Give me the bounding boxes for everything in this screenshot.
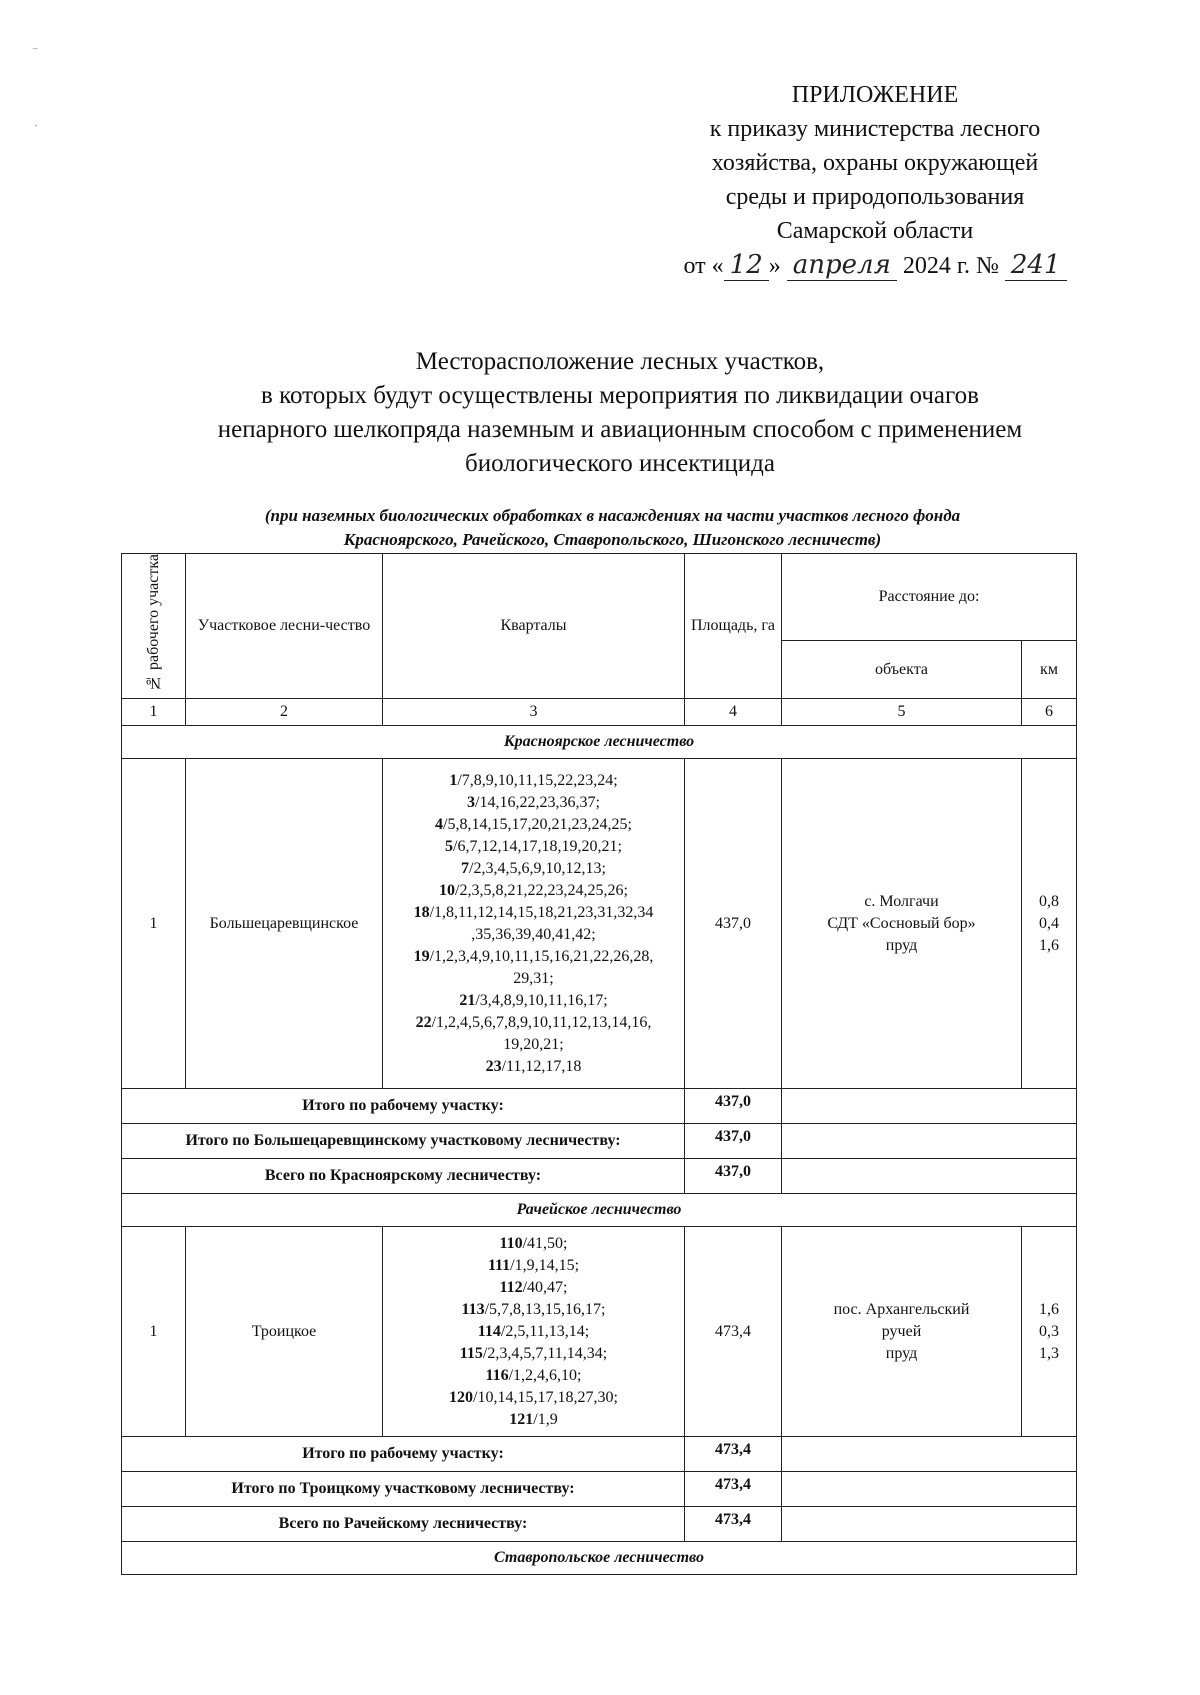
total-empty <box>782 1437 1077 1472</box>
date-prefix: от « <box>683 253 724 279</box>
col-number-6: 6 <box>1022 699 1077 726</box>
table-row <box>122 1227 1077 1437</box>
title-line-1: Месторасположение лесных участков, <box>415 348 825 375</box>
object-name: ручей <box>881 1322 922 1340</box>
header-km-label: км <box>1040 660 1058 678</box>
header-km <box>1022 641 1077 699</box>
object-name: пруд <box>885 936 918 954</box>
forestry-name: Троицкое <box>186 1227 383 1437</box>
date-mid: » <box>768 253 781 279</box>
total-empty <box>782 1507 1077 1542</box>
quarter-line: 121/1,9 <box>509 1410 558 1428</box>
scan-speck: · <box>34 118 38 132</box>
header-row-1 <box>122 554 1077 641</box>
quarter-line: 19/1,2,3,4,9,10,11,15,16,21,22,26,28, <box>413 947 654 965</box>
date-month-handwritten: апреля <box>787 250 897 281</box>
forestry-name: Большецаревщинское <box>186 759 383 1089</box>
header-quarters-label: Кварталы <box>500 617 567 634</box>
total-label: Итого по Большецаревщинскому участковому лесничеству: <box>122 1124 685 1159</box>
title-line-2: в которых будут осуществлены мероприятия по ликвидации очагов <box>261 382 979 409</box>
total-label: Всего по Красноярскому лесничеству: <box>122 1159 685 1194</box>
column-numbers-row <box>122 699 1077 726</box>
header-quarters <box>383 554 685 699</box>
section-name: Ставропольское лесничество <box>122 1542 1077 1575</box>
total-row-plot <box>122 1089 1077 1124</box>
total-row-forestry <box>122 1472 1077 1507</box>
quarter-line: 4/5,8,14,15,17,20,21,23,24,25; <box>435 815 632 833</box>
total-value: 437,0 <box>685 1089 782 1124</box>
quarter-line: 112/40,47; <box>499 1278 568 1296</box>
quarter-line: 110/41,50; <box>499 1234 568 1252</box>
header-forestry <box>186 554 383 699</box>
table-row <box>122 759 1077 1089</box>
forest-plots-table <box>121 553 1077 1575</box>
total-empty <box>782 1124 1077 1159</box>
header-area-label: Площадь, га <box>690 617 776 634</box>
appendix-line-2: хозяйства, охраны окружающей <box>711 150 1039 176</box>
header-plot-number <box>122 554 186 699</box>
plot-number: 1 <box>122 1227 186 1437</box>
section-row-stavropol <box>122 1542 1077 1575</box>
appendix-line-3: среды и природопользования <box>725 184 1025 210</box>
total-label: Итого по Троицкому участковому лесничеству: <box>122 1472 685 1507</box>
object-name: пруд <box>885 1344 918 1362</box>
km-cell <box>1022 759 1077 1089</box>
km-value: 0,3 <box>1039 1322 1059 1340</box>
document-title <box>140 345 1100 481</box>
total-empty <box>782 1159 1077 1194</box>
total-row-plot <box>122 1437 1077 1472</box>
total-label: Итого по рабочему участку: <box>122 1437 685 1472</box>
col-number-1: 1 <box>122 699 186 726</box>
order-number-handwritten: 241 <box>1005 250 1067 281</box>
col-number-3: 3 <box>383 699 685 726</box>
total-row-section <box>122 1159 1077 1194</box>
date-year: 2024 г. № <box>902 253 999 279</box>
total-row-section <box>122 1507 1077 1542</box>
quarter-line: 21/3,4,8,9,10,11,16,17; <box>459 991 608 1009</box>
section-name: Рачейское лесничество <box>122 1194 1077 1227</box>
quarter-line: 19,20,21; <box>503 1035 564 1053</box>
subtitle-line-2: Красноярского, Рачейского, Ставропольского, Шигонского лесничеств) <box>343 530 882 549</box>
object-name: СДТ «Сосновый бор» <box>827 914 976 932</box>
title-line-3: непарного шелкопряда наземным и авиационным способом с применением <box>217 416 1023 443</box>
col-number-2: 2 <box>186 699 383 726</box>
total-value: 473,4 <box>685 1437 782 1472</box>
quarter-line: 10/2,3,5,8,21,22,23,24,25,26; <box>439 881 628 899</box>
quarters-cell <box>383 759 685 1089</box>
total-row-forestry <box>122 1124 1077 1159</box>
header-distance <box>782 554 1077 641</box>
objects-cell <box>782 759 1022 1089</box>
quarter-line: 116/1,2,4,6,10; <box>485 1366 582 1384</box>
object-name: с. Молгачи <box>864 892 939 910</box>
scan-speck: ⁻ <box>32 44 39 58</box>
header-object-label: объекта <box>875 660 928 678</box>
title-line-4: биологического инсектицида <box>465 450 775 477</box>
order-date-line <box>640 248 1110 283</box>
plot-number: 1 <box>122 759 186 1089</box>
quarter-line: 120/10,14,15,17,18,27,30; <box>449 1388 618 1406</box>
km-value: 0,4 <box>1039 914 1059 932</box>
km-value: 1,6 <box>1039 936 1059 954</box>
header-area <box>685 554 782 699</box>
objects-cell <box>782 1227 1022 1437</box>
appendix-heading: ПРИЛОЖЕНИЕ <box>791 82 959 108</box>
total-empty <box>782 1089 1077 1124</box>
appendix-header <box>640 78 1110 283</box>
quarter-line: 23/11,12,17,18 <box>485 1057 582 1075</box>
header-object <box>782 641 1022 699</box>
area-value: 473,4 <box>685 1227 782 1437</box>
object-name: пос. Архангельский <box>833 1300 970 1318</box>
header-plot-number-label: № рабочего участка <box>144 554 162 692</box>
quarter-line: ,35,36,39,40,41,42; <box>471 925 596 943</box>
area-value: 437,0 <box>685 759 782 1089</box>
col-number-5: 5 <box>782 699 1022 726</box>
subtitle-line-1: (при наземных биологических обработках в насаждениях на части участков лесного фонда <box>264 506 961 525</box>
total-value: 437,0 <box>685 1124 782 1159</box>
total-value: 473,4 <box>685 1472 782 1507</box>
section-row-krasnoyarsk <box>122 726 1077 759</box>
quarter-line: 22/1,2,4,5,6,7,8,9,10,11,12,13,14,16, <box>415 1013 652 1031</box>
appendix-line-1: к приказу министерства лесного <box>709 116 1041 142</box>
quarter-line: 5/6,7,12,14,17,18,19,20,21; <box>445 837 622 855</box>
km-value: 0,8 <box>1039 892 1059 910</box>
section-row-racheyskoe <box>122 1194 1077 1227</box>
col-number-4: 4 <box>685 699 782 726</box>
km-value: 1,6 <box>1039 1300 1059 1318</box>
quarters-cell <box>383 1227 685 1437</box>
km-cell <box>1022 1227 1077 1437</box>
km-value: 1,3 <box>1039 1344 1059 1362</box>
quarter-line: 115/2,3,4,5,7,11,14,34; <box>459 1344 608 1362</box>
date-day-handwritten: 12 <box>724 250 769 281</box>
total-label: Всего по Рачейскому лесничеству: <box>122 1507 685 1542</box>
quarter-line: 3/14,16,22,23,36,37; <box>467 793 600 811</box>
total-value: 473,4 <box>685 1507 782 1542</box>
quarter-line: 1/7,8,9,10,11,15,22,23,24; <box>449 771 618 789</box>
header-distance-label: Расстояние до: <box>878 588 980 605</box>
total-value: 437,0 <box>685 1159 782 1194</box>
appendix-line-4: Самарской области <box>776 218 974 244</box>
document-subtitle <box>120 504 1105 552</box>
header-forestry-label: Участковое лесни-чество <box>197 617 371 634</box>
quarter-line: 114/2,5,11,13,14; <box>477 1322 590 1340</box>
total-empty <box>782 1472 1077 1507</box>
quarter-line: 29,31; <box>513 969 554 987</box>
quarter-line: 7/2,3,4,5,6,9,10,12,13; <box>461 859 606 877</box>
total-label: Итого по рабочему участку: <box>122 1089 685 1124</box>
section-name: Красноярское лесничество <box>122 726 1077 759</box>
quarter-line: 111/1,9,14,15; <box>487 1256 580 1274</box>
quarter-line: 113/5,7,8,13,15,16,17; <box>461 1300 606 1318</box>
quarter-line: 18/1,8,11,12,14,15,18,21,23,31,32,34 <box>413 903 654 921</box>
